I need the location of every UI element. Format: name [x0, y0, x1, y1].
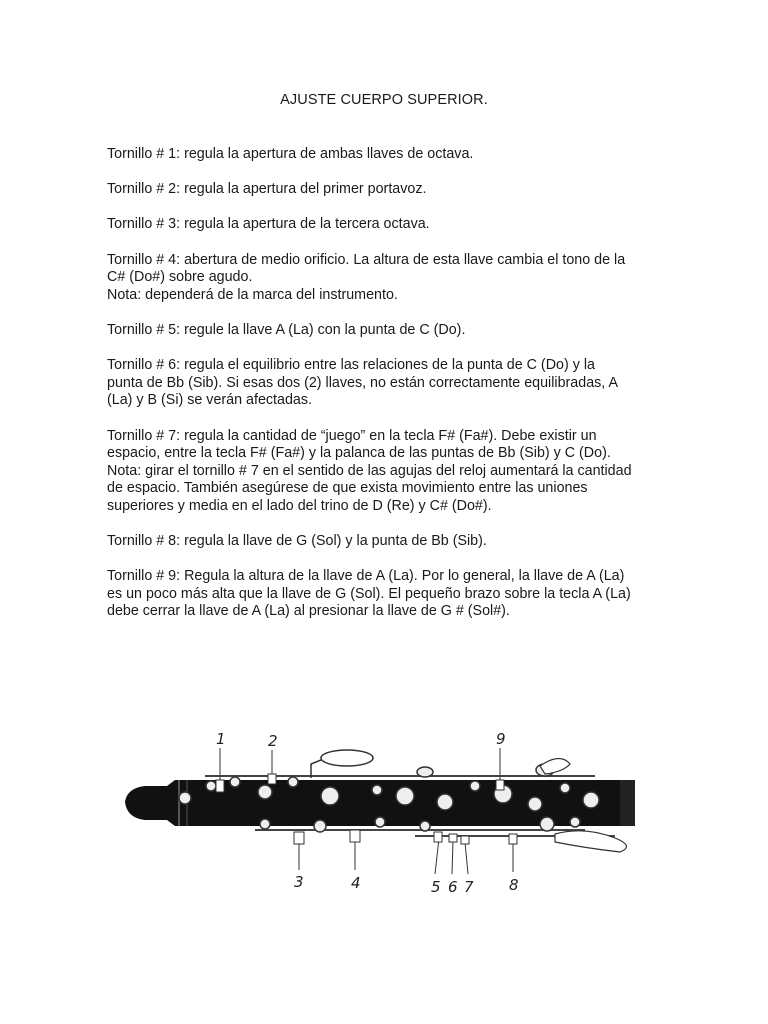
- callout-9: 9: [496, 730, 506, 748]
- text-line: (La) y B (Si) se verán afectadas.: [107, 392, 313, 409]
- callout-7: 7: [464, 878, 474, 896]
- paragraph-screw-7: [107, 428, 667, 516]
- paragraph-screw-4: [107, 252, 667, 305]
- document-body: [107, 146, 667, 639]
- text-line: Nota: girar el tornillo # 7 en el sentido de las agujas del reloj aumentará la cantidad: [107, 462, 632, 479]
- callout-8: 8: [509, 876, 519, 894]
- paragraph-screw-8: [107, 533, 667, 551]
- text-line: superiores y media en el lado del trino de D (Re) y C# (Do#).: [107, 497, 492, 514]
- paragraph-screw-6: [107, 357, 667, 410]
- text-line: Tornillo # 5: regule la llave A (La) con la punta de C (Do).: [107, 321, 466, 338]
- callout-6: 6: [448, 878, 458, 896]
- callout-2: 2: [268, 732, 278, 750]
- callout-1: 1: [216, 730, 226, 748]
- text-line: Tornillo # 8: regula la llave de G (Sol) y la punta de Bb (Sib).: [107, 533, 487, 550]
- document-title: AJUSTE CUERPO SUPERIOR.: [280, 92, 488, 108]
- paragraph-screw-9: [107, 568, 667, 621]
- paragraph-screw-3: [107, 216, 667, 234]
- text-line: Tornillo # 4: abertura de medio orificio. La altura de esta llave cambia el tono de la: [107, 251, 626, 268]
- text-line: es un poco más alta que la llave de G (Sol). El pequeño brazo sobre la tecla A (La): [107, 585, 631, 602]
- text-line: Tornillo # 9: Regula la altura de la llave de A (La). Por lo general, la llave de A (La): [107, 568, 625, 585]
- text-line: Nota: dependerá de la marca del instrumento.: [107, 286, 398, 303]
- text-line: debe cerrar la llave de A (La) al presionar la llave de G # (Sol#).: [107, 603, 510, 620]
- octave-key: [311, 750, 373, 778]
- paragraph-screw-1: [107, 146, 667, 164]
- text-line: Tornillo # 3: regula la apertura de la tercera octava.: [107, 216, 430, 233]
- text-line: Tornillo # 2: regula la apertura del primer portavoz.: [107, 181, 427, 198]
- text-line: espacio, entre la tecla F# (Fa#) y la palanca de las puntas de Bb (Sib) y C (Do).: [107, 445, 611, 462]
- callout-3: 3: [294, 873, 304, 891]
- text-line: Tornillo # 1: regula la apertura de ambas llaves de octava.: [107, 146, 474, 162]
- text-line: de espacio. También asegúrese de que exista movimiento entre las uniones: [107, 480, 588, 497]
- oboe-diagram: [115, 722, 645, 897]
- text-line: punta de Bb (Sib). Si esas dos (2) llaves, no están correctamente equilibradas, A: [107, 374, 618, 391]
- oboe-upper-joint-illustration: [115, 722, 645, 897]
- text-line: Tornillo # 6: regula el equilibrio entre las relaciones de la punta de C (Do) y la: [107, 357, 595, 374]
- callout-4: 4: [351, 874, 361, 892]
- text-line: C# (Do#) sobre agudo.: [107, 269, 253, 286]
- paragraph-screw-2: [107, 181, 667, 199]
- text-line: Tornillo # 7: regula la cantidad de “juego” en la tecla F# (Fa#). Debe existir un: [107, 427, 597, 444]
- callout-5: 5: [431, 878, 441, 896]
- paragraph-screw-5: [107, 322, 667, 340]
